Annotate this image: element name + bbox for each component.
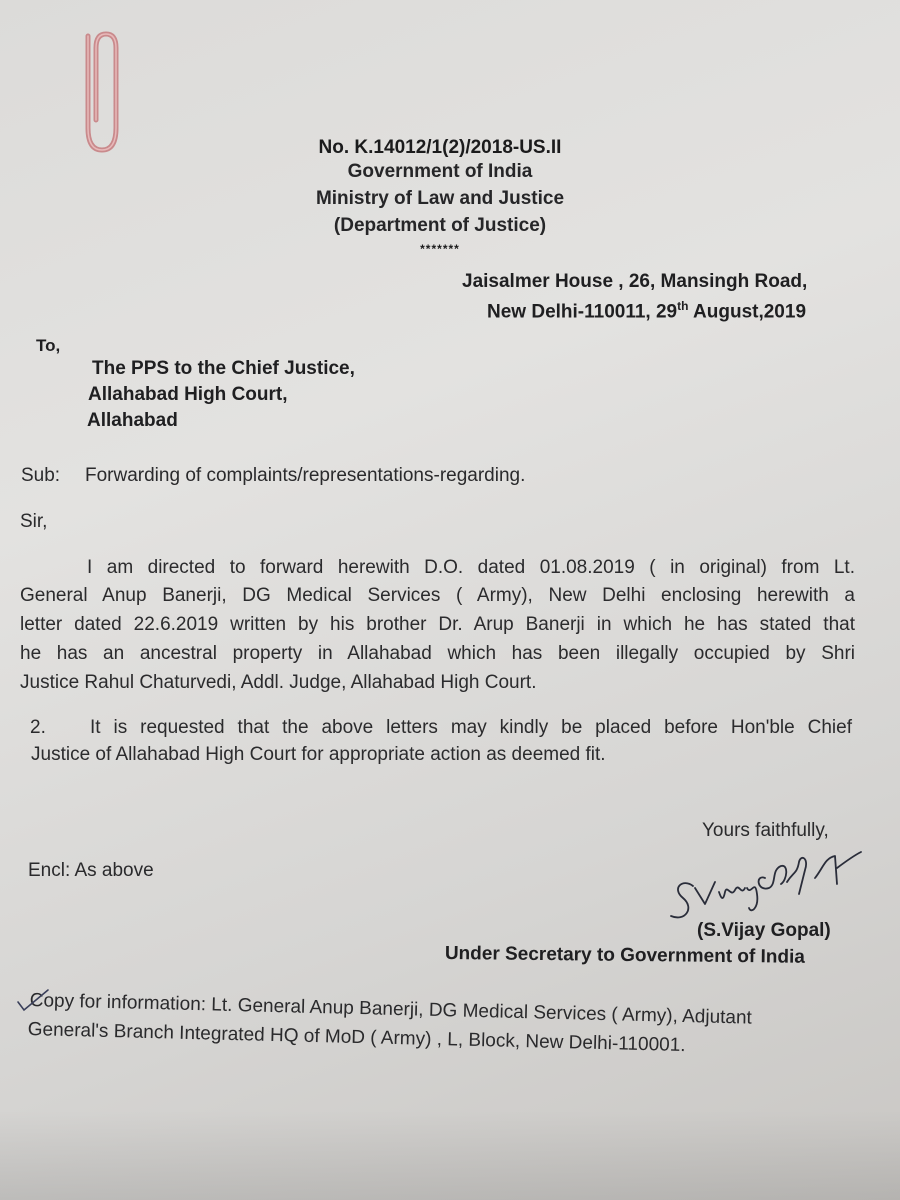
- subject-text: Forwarding of complaints/representations-regarding.: [85, 465, 526, 486]
- address-city-date: New Delhi-110011, 29: [487, 301, 678, 323]
- para1-line-5: Justice Rahul Chaturvedi, Addl. Judge, Allahabad High Court.: [20, 672, 537, 693]
- check-mark-icon: [14, 986, 54, 1016]
- recipient-line-3: Allahabad: [87, 410, 178, 431]
- address-line-2: [487, 299, 806, 323]
- para2-line-2: Justice of Allahabad High Court for appropriate action as deemed fit.: [31, 744, 606, 765]
- para2-line-1: It is requested that the above letters may kindly be placed before Hon'ble Chief: [90, 717, 852, 738]
- ministry-line: Ministry of Law and Justice: [315, 188, 565, 209]
- copy-line-1: Copy for information: Lt. General Anup Banerji, DG Medical Services ( Army), Adjutant: [29, 990, 753, 1029]
- salutation: Sir,: [20, 511, 48, 532]
- separator-stars: *******: [420, 242, 460, 256]
- reference-number: No. K.14012/1(2)/2018-US.II: [318, 137, 562, 158]
- signature-icon: [665, 848, 875, 928]
- para1-line-4: he has an ancestral property in Allahabad which has been illegally occupied by Shri: [20, 643, 855, 664]
- address-month-year: August,2019: [688, 301, 807, 323]
- signatory-designation: Under Secretary to Government of India: [444, 943, 806, 968]
- recipient-line-2: Allahabad High Court,: [88, 384, 288, 405]
- date-ordinal: th: [677, 299, 689, 313]
- closing: Yours faithfully,: [702, 820, 829, 841]
- signatory-name: (S.Vijay Gopal): [697, 920, 831, 941]
- address-line-1: Jaisalmer House , 26, Mansingh Road,: [462, 271, 808, 292]
- recipient-line-1: The PPS to the Chief Justice,: [92, 358, 355, 379]
- para1-line-2: General Anup Banerji, DG Medical Services ( Army), New Delhi enclosing herewith a: [20, 585, 855, 606]
- enclosure: Encl: As above: [28, 860, 154, 881]
- to-label: To,: [36, 336, 61, 355]
- department-line: (Department of Justice): [333, 215, 547, 236]
- copy-line-2: General's Branch Integrated HQ of MoD ( Army) , L, Block, New Delhi-110001.: [27, 1019, 686, 1057]
- para1-line-3: letter dated 22.6.2019 written by his brother Dr. Arup Banerji in which he has stated that: [20, 614, 855, 635]
- subject-label: Sub:: [21, 465, 61, 486]
- govt-line: Government of India: [347, 161, 533, 182]
- para1-line-1: I am directed to forward herewith D.O. dated 01.08.2019 ( in original) from Lt.: [87, 557, 855, 578]
- para2-number: 2.: [30, 717, 46, 738]
